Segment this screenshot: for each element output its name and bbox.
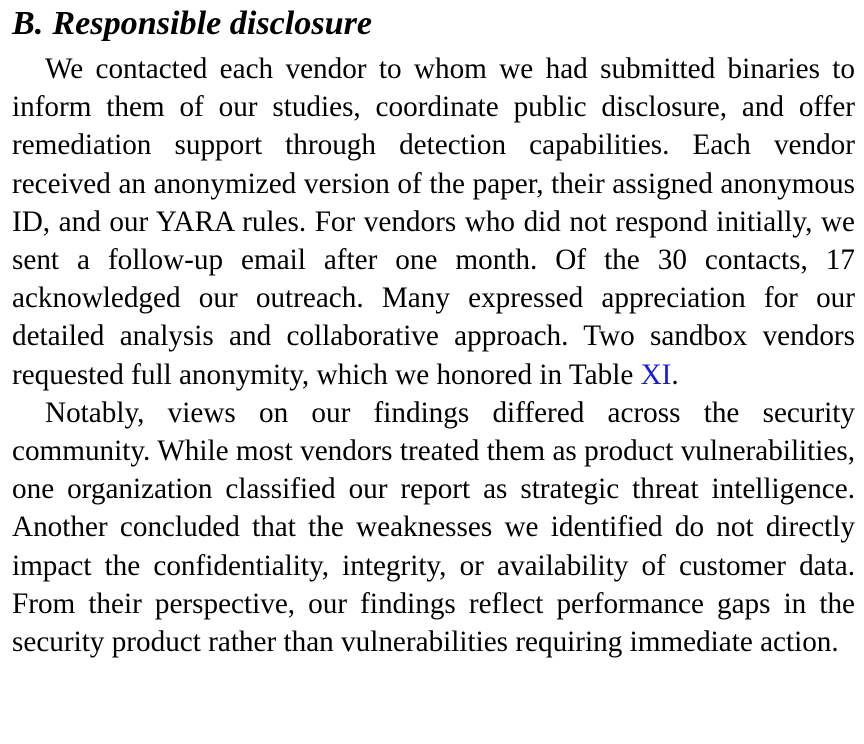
paragraph-end-punctuation: . [671, 358, 679, 391]
paragraph-text: We contacted each vendor to whom we had submitted binaries to inform them of our studies, coordinate public disclosure, and offer remediation support through detection capabilities. Each vendor received an anonymized version of the paper, their assigned anonymous ID, and our YARA rules. For vendors who did not respond initially, we sent a follow-up email after one month. Of the 30 contacts, 17 acknowledged our outreach. Many expressed appreciation for our detailed analysis and collaborative approach. Two sandbox vendors requested full anonymity, which we honored in Table [12, 53, 855, 391]
section-number: B. [12, 5, 44, 42]
paragraph-community-views [12, 394, 855, 661]
section-heading [12, 4, 855, 50]
paragraph-text: Notably, views on our findings differed across the security community. While most vendors treated them as product vulnerabilities, one organization classified our report as strategic threat intelligence. Another concluded that the weaknesses we identified do not directly impact the confidentiality, integrity, or availability of customer data. From their perspective, our findings reflect performance gaps in the security product rather than vulnerabilities requiring immediate action. [12, 396, 855, 659]
paper-section [12, 4, 855, 661]
section-title: Responsible disclosure [52, 5, 373, 42]
table-reference-link[interactable]: XI [640, 358, 672, 391]
paragraph-disclosure [12, 50, 855, 394]
